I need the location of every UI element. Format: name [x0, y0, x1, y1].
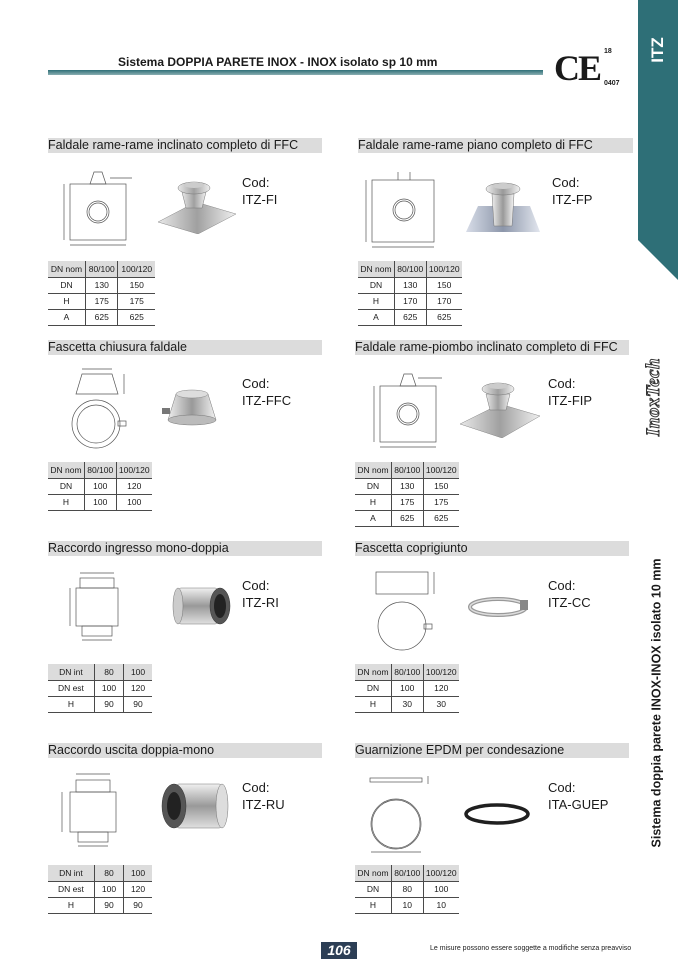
technical-drawing-flashing-flat [362, 166, 444, 250]
product-photo-adapter [172, 584, 234, 628]
ce-notified-body: 18 [604, 48, 612, 55]
product-title: Faldale rame-rame inclinato completo di FFC [48, 138, 322, 153]
page-title: Sistema DOPPIA PARETE INOX - INOX isolato sp 10 mm [118, 55, 438, 69]
product-code: Cod: ITZ-RU [242, 780, 285, 812]
header-rule [48, 70, 543, 75]
product-title: Raccordo ingresso mono-doppia [48, 541, 322, 556]
ce-year-code: 0407 [604, 80, 620, 87]
section-tab-code: ITZ [648, 37, 667, 63]
product-title: Raccordo uscita doppia-mono [48, 743, 322, 758]
technical-drawing-adapter-out [56, 770, 132, 850]
spec-table: DN nom 80/100 100/120 DN 100 120 H 100 100 [48, 462, 152, 511]
product-code: Cod: ITZ-FI [242, 175, 278, 207]
technical-drawing-band-clamp [370, 568, 450, 652]
technical-drawing-flashing-lead [372, 366, 452, 450]
product-title: Fascetta coprigiunto [355, 541, 629, 556]
brand-logo: InoxTech [643, 357, 665, 437]
product-photo-flashing [466, 176, 540, 234]
spec-table: DN int 80 100 DN est 100 120 H 90 90 [48, 664, 152, 713]
technical-drawing-gasket [362, 774, 442, 856]
product-title: Guarnizione EPDM per condesazione [355, 743, 629, 758]
technical-drawing-flashing-inclined [62, 168, 144, 248]
product-code: Cod: ITZ-FIP [548, 376, 593, 408]
product-photo-gasket [462, 800, 532, 828]
spec-table: DN int 80 100 DN est 100 120 H 90 90 [48, 865, 152, 914]
product-photo-band-clamp [468, 594, 532, 620]
product-photo-adapter-out [160, 780, 230, 832]
ce-mark-logo: CE [554, 48, 601, 88]
product-title: Faldale rame-piombo inclinato completo di FFC [355, 340, 629, 355]
spec-table: DN nom 80/100 100/120 DN 80 100 H 10 10 [355, 865, 459, 914]
product-title: Faldale rame-rame piano completo di FFC [358, 138, 633, 153]
technical-drawing-adapter-in [66, 570, 132, 642]
product-code: Cod: ITZ-FP [552, 175, 593, 207]
page-number: 106 [321, 942, 357, 959]
technical-drawing-collar [62, 366, 134, 452]
product-code: Cod: ITA-GUEP [548, 780, 609, 812]
product-photo-collar [160, 386, 224, 426]
spec-table: DN nom 80/100 100/120 DN 130 150 H 175 175 A 625 625 [355, 462, 459, 527]
product-code: Cod: ITZ-CC [548, 578, 591, 610]
product-code: Cod: ITZ-FFC [242, 376, 292, 408]
product-code: Cod: ITZ-RI [242, 578, 279, 610]
product-photo-flashing [158, 176, 236, 234]
spec-table: DN nom 80/100 100/120 DN 100 120 H 30 30 [355, 664, 459, 713]
spec-table: DN nom 80/100 100/120 DN 130 150 H 175 175 A 625 625 [48, 261, 155, 326]
footer-disclaimer: Le misure possono essere soggette a modifiche senza preavviso [430, 945, 632, 952]
product-title: Fascetta chiusura faldale [48, 340, 322, 355]
vertical-section-title: Sistema doppia parete INOX-INOX isolato 10 mm [649, 558, 663, 847]
product-photo-flashing-lead [460, 376, 540, 438]
spec-table: DN nom 80/100 100/120 DN 130 150 H 170 170 A 625 625 [358, 261, 462, 326]
